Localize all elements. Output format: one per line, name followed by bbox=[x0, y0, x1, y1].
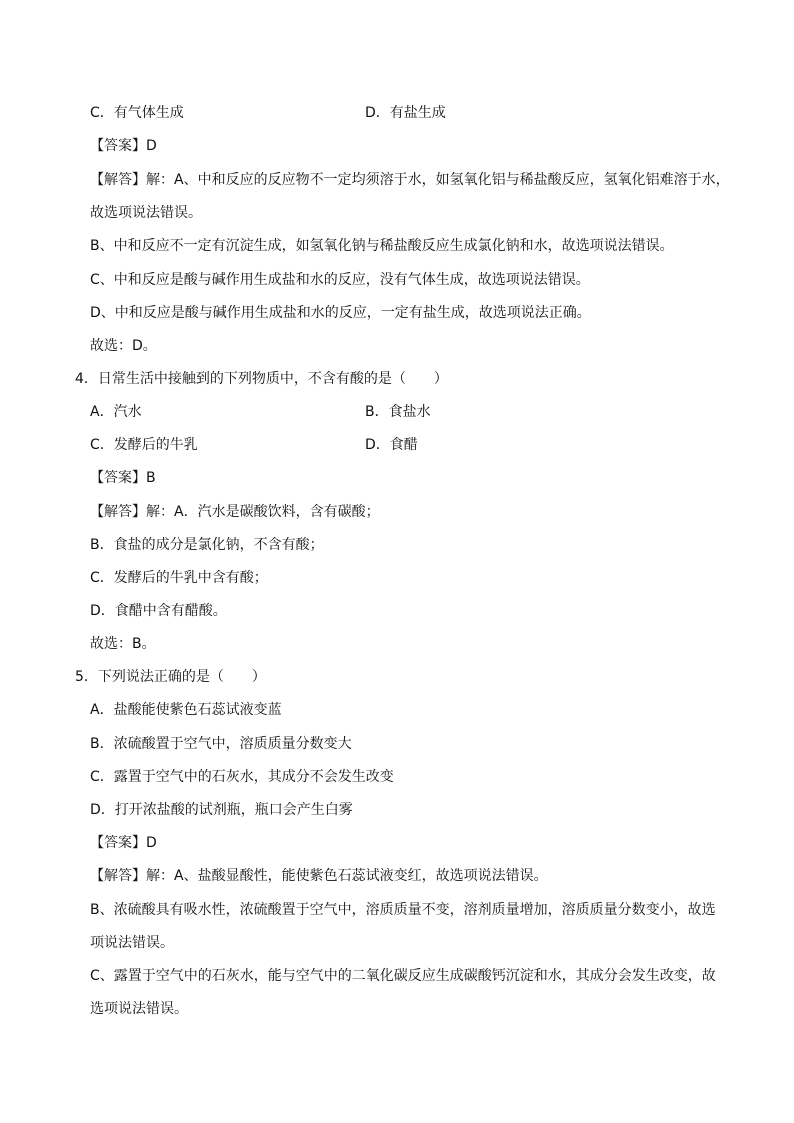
q5-analysis-line: B、浓硫酸具有吸水性，浓硫酸置于空气中，溶质质量不变，溶剂质量增加，溶质质量分数变小，故选 bbox=[90, 902, 716, 918]
q4-analysis-line: C．发酵后的牛乳中含有酸； bbox=[90, 570, 268, 586]
q5-analysis-line: 选项说法错误。 bbox=[90, 1001, 188, 1017]
q4-option-c: C．发酵后的牛乳 bbox=[90, 437, 198, 453]
q3-analysis-line: 故选项说法错误。 bbox=[90, 205, 202, 221]
q3-analysis-line: 故选：D。 bbox=[90, 338, 157, 354]
q5-option-d: D．打开浓盐酸的试剂瓶，瓶口会产生白雾 bbox=[90, 802, 353, 818]
q3-option-d: D．有盐生成 bbox=[365, 105, 446, 121]
q5-option-c: C．露置于空气中的石灰水，其成分不会发生改变 bbox=[90, 769, 394, 785]
q5-option-a: A．盐酸能使紫色石蕊试液变蓝 bbox=[90, 702, 282, 718]
q4-stem: 4．日常生活中接触到的下列物质中，不含有酸的是（ ） bbox=[75, 371, 448, 387]
q4-option-d: D．食醋 bbox=[365, 437, 418, 453]
q4-analysis-line: B．食盐的成分是氯化钠，不含有酸； bbox=[90, 537, 324, 553]
q3-analysis-line: C、中和反应是酸与碱作用生成盐和水的反应，没有气体生成，故选项说法错误。 bbox=[90, 272, 590, 288]
q5-option-b: B．浓硫酸置于空气中，溶质质量分数变大 bbox=[90, 736, 352, 752]
q4-analysis-line: 故选：B。 bbox=[90, 636, 156, 652]
q4-option-a: A．汽水 bbox=[90, 404, 142, 420]
q5-answer: 【答案】D bbox=[90, 835, 157, 851]
q5-analysis-line: C、露置于空气中的石灰水，能与空气中的二氧化碳反应生成碳酸钙沉淀和水，其成分会发生改变，故 bbox=[90, 968, 716, 984]
q4-analysis-line: 【解答】解：A．汽水是碳酸饮料，含有碳酸； bbox=[90, 504, 380, 520]
q3-analysis-line: B、中和反应不一定有沉淀生成，如氢氧化钠与稀盐酸反应生成氯化钠和水，故选项说法错误。 bbox=[90, 238, 674, 254]
q5-analysis-line: 【解答】解：A、盐酸显酸性，能使紫色石蕊试液变红，故选项说法错误。 bbox=[90, 868, 548, 884]
q4-analysis-line: D．食醋中含有醋酸。 bbox=[90, 603, 227, 619]
q5-analysis-line: 项说法错误。 bbox=[90, 935, 174, 951]
q3-option-c: C．有气体生成 bbox=[90, 105, 184, 121]
q4-option-b: B．食盐水 bbox=[365, 404, 431, 420]
q3-analysis-line: D、中和反应是酸与碱作用生成盐和水的反应，一定有盐生成，故选项说法正确。 bbox=[90, 305, 591, 321]
q3-analysis-line: 【解答】解：A、中和反应的反应物不一定均须溶于水，如氢氧化铝与稀盐酸反应，氢氧化铝难溶于水， bbox=[90, 172, 730, 188]
q3-answer: 【答案】D bbox=[90, 138, 157, 154]
q4-answer: 【答案】B bbox=[90, 470, 156, 486]
q5-stem: 5．下列说法正确的是（ ） bbox=[75, 669, 266, 685]
